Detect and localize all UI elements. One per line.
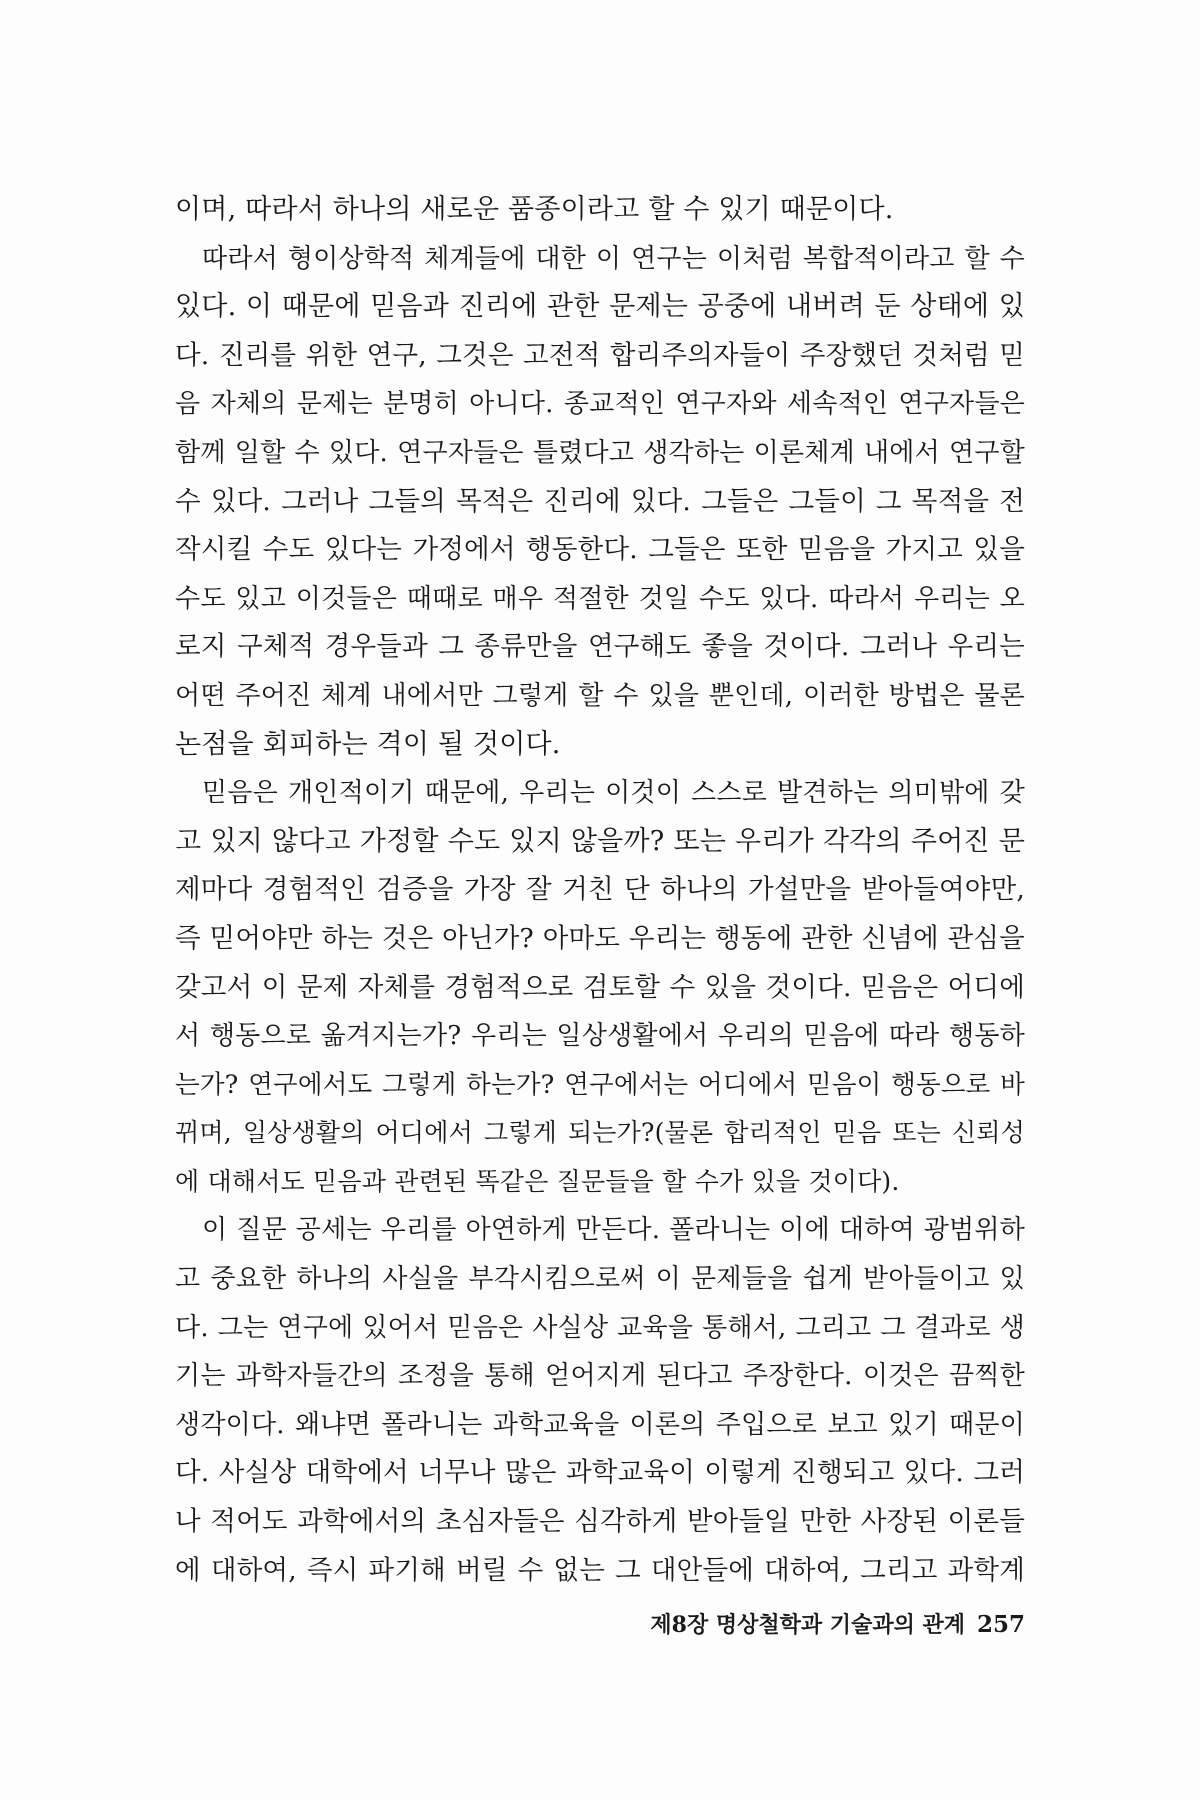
body-line: 생각이다. 왜냐면 폴라니는 과학교육을 이론의 주입으로 보고 있기 때문이 — [175, 1409, 1025, 1440]
page-number: 257 — [976, 1611, 1025, 1638]
body-line: 함께 일할 수 있다. 연구자들은 틀렸다고 생각하는 이론체계 내에서 연구할 — [175, 437, 1025, 468]
body-line: 갖고서 이 문제 자체를 경험적으로 검토할 수 있을 것이다. 믿음은 어디에 — [175, 971, 1025, 1003]
body-line: 이며, 따라서 하나의 새로운 품종이라고 할 수 있기 때문이다. — [175, 194, 894, 225]
body-line: 어떤 주어진 체계 내에서만 그렇게 할 수 있을 뿐인데, 이러한 방법은 물론 — [175, 680, 1025, 711]
body-line: 뀌며, 일상생활의 어디에서 그렇게 되는가?(물론 합리적인 믿음 또는 신뢰성 — [175, 1118, 1025, 1148]
body-line: 음 자체의 문제는 분명히 아니다. 종교적인 연구자와 세속적인 연구자들은 — [175, 389, 1025, 420]
body-line: 제마다 경험적인 검증을 가장 잘 거친 단 하나의 가설만을 받아들여야만, — [175, 874, 1026, 906]
body-line: 수도 있고 이것들은 때때로 매우 적절한 것일 수도 있다. 따라서 우리는 오 — [175, 583, 1025, 614]
body-line: 논점을 회피하는 격이 될 것이다. — [175, 728, 561, 760]
body-line: 따라서 형이상학적 체계들에 대한 이 연구는 이처럼 복합적이라고 할 수 — [202, 243, 1025, 274]
body-line: 고 있지 않다고 가정할 수도 있지 않을까? 또는 우리가 각각의 주어진 문 — [175, 825, 1025, 857]
body-line: 고 중요한 하나의 사실을 부각시킴으로써 이 문제들을 쉽게 받아들이고 있 — [175, 1264, 1025, 1295]
body-line: 로지 구체적 경우들과 그 종류만을 연구해도 좋을 것이다. 그러나 우리는 — [175, 631, 1025, 663]
body-line: 작시킬 수도 있다는 가정에서 행동한다. 그들은 또한 믿음을 가지고 있을 — [175, 534, 1025, 566]
body-line: 에 대해서도 믿음과 관련된 똑같은 질문들을 할 수가 있을 것이다). — [175, 1166, 900, 1196]
body-line: 서 행동으로 옮겨지는가? 우리는 일상생활에서 우리의 믿음에 따라 행동하 — [175, 1021, 1025, 1052]
body-line: 이 질문 공세는 우리를 아연하게 만든다. 폴라니는 이에 대하여 광범위하 — [202, 1215, 1025, 1246]
body-line: 있다. 이 때문에 믿음과 진리에 관한 문제는 공중에 내버려 둔 상태에 있 — [175, 291, 1025, 323]
body-line: 다. 진리를 위한 연구, 그것은 고전적 합리주의자들이 주장했던 것처럼 믿 — [175, 339, 1025, 371]
body-line: 즉 믿어야만 하는 것은 아닌가? 아마도 우리는 행동에 관한 신념에 관심을 — [175, 922, 1025, 954]
body-line: 다. 그는 연구에 있어서 믿음은 사실상 교육을 통해서, 그리고 그 결과로 생 — [175, 1312, 1025, 1343]
body-line: 믿음은 개인적이기 때문에, 우리는 이것이 스스로 발견하는 의미밖에 갖 — [202, 778, 1025, 809]
body-line: 에 대하여, 즉시 파기해 버릴 수 없는 그 대안들에 대하여, 그리고 과학계 — [175, 1554, 1025, 1586]
chapter-title: 제8장 명상철학과 기술과의 관계 — [650, 1612, 965, 1638]
running-footer — [600, 1605, 1025, 1645]
body-text — [175, 186, 1025, 1595]
body-line: 기는 과학자들간의 조정을 통해 얻어지게 된다고 주장한다. 이것은 끔찍한 — [175, 1361, 1025, 1392]
body-line: 는가? 연구에서도 그렇게 하는가? 연구에서는 어디에서 믿음이 행동으로 바 — [175, 1069, 1025, 1100]
body-line: 나 적어도 과학에서의 초심자들은 심각하게 받아들일 만한 사장된 이론들 — [175, 1506, 1025, 1538]
body-line: 수 있다. 그러나 그들의 목적은 진리에 있다. 그들은 그들이 그 목적을 전 — [175, 485, 1025, 517]
body-line: 다. 사실상 대학에서 너무나 많은 과학교육이 이렇게 진행되고 있다. 그러 — [175, 1457, 1025, 1489]
